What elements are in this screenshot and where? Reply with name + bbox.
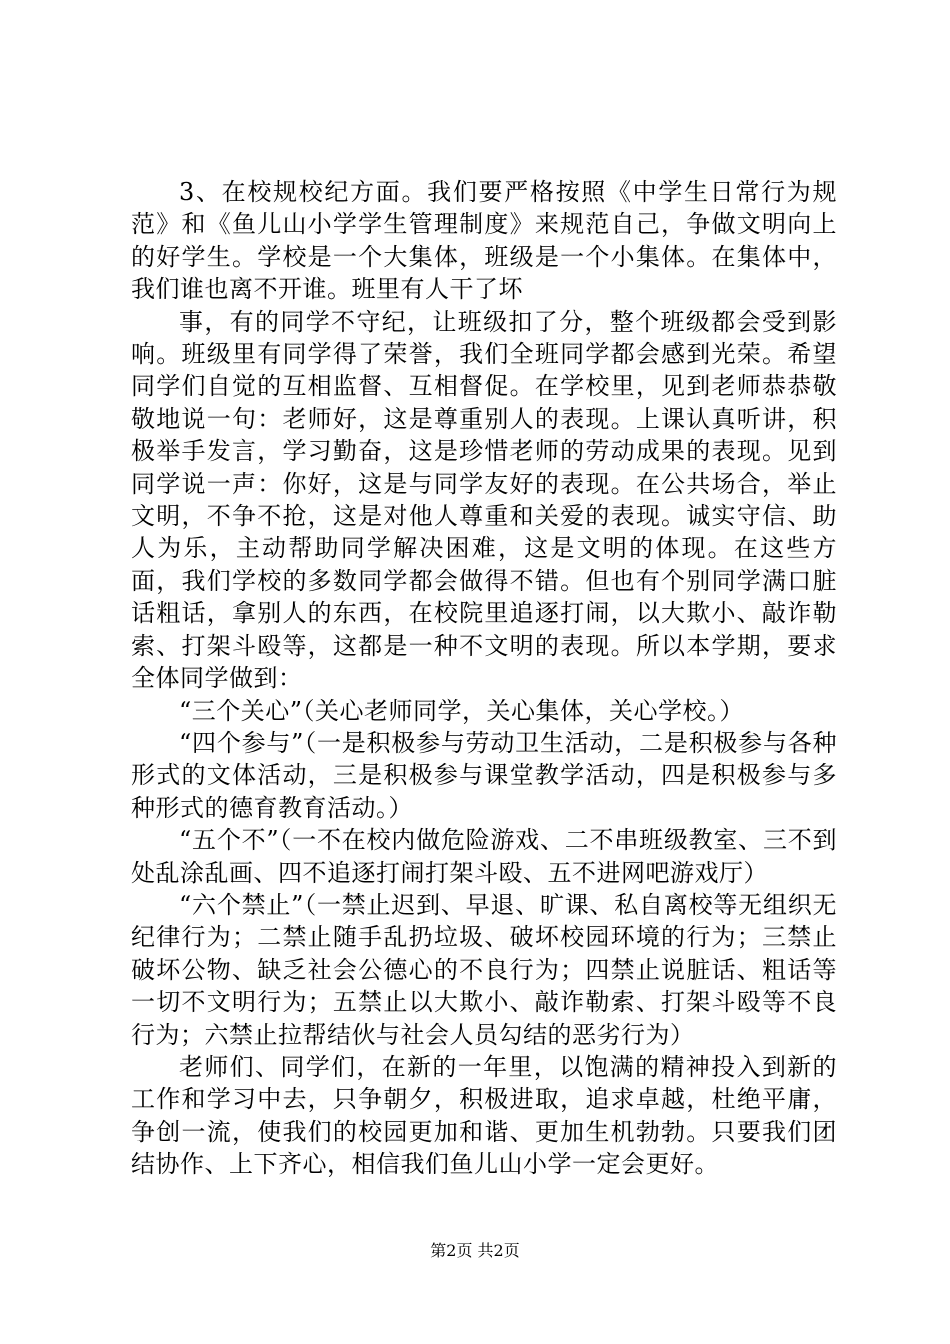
paragraph-class-behavior: 事，有的同学不守纪，让班级扣了分，整个班级都会受到影响。班级里有同学得了荣誉，我们全班同学都会感到光荣。希望同学们自觉的互相监督、互相督促。在学校里，见到老师恭恭敬敬地说一句：老师好，这是尊重别人的表现。上课认真听讲，积极举手发言，学习勤奋，这是珍惜老师的劳动成果的表现。见到同学说一声：你好，这是与同学友好的表现。在公共场合，举止文明，不争不抢，这是对他人尊重和关爱的表现。诚实守信、助人为乐，主动帮助同学解决困难，这是文明的体现。在这些方面，我们学校的多数同学都会做得不错。但也有个别同学满口脏话粗话，拿别人的东西，在校院里追逐打闹，以大欺小、敲诈勒索、打架斗殴等，这都是一种不文明的表现。所以本学期，要求全体同学做到： [131, 307, 837, 693]
paragraph-four-participations: “四个参与”（一是积极参与劳动卫生活动，二是积极参与各种形式的文体活动，三是积极参与课堂教学活动，四是积极参与多种形式的德育教育活动。） [131, 728, 837, 822]
page-footer: 第2页 共2页 [430, 1241, 520, 1260]
paragraph-three-concerns: “三个关心”（关心老师同学，关心集体，关心学校。） [179, 696, 745, 725]
paragraph-closing: 老师们、同学们，在新的一年里，以饱满的精神投入到新的工作和学习中去，只争朝夕，积极进取，追求卓越，杜绝平庸，争创一流，使我们的校园更加和谐、更加生机勃勃。只要我们团结协作、上下齐心，相信我们鱼儿山小学一定会更好。 [131, 1052, 837, 1179]
paragraph-five-nots: “五个不”（一不在校内做危险游戏、二不串班级教室、三不到处乱涂乱画、四不追逐打闹打架斗殴、五不进网吧游戏厅） [131, 826, 837, 887]
document-body [131, 176, 837, 1181]
paragraph-six-prohibitions: “六个禁止”（一禁止迟到、早退、旷课、私自离校等无组织无纪律行为；二禁止随手乱扔垃圾、破坏校园环境的行为；三禁止破坏公物、缺乏社会公德心的不良行为；四禁止说脏话、粗话等一切不文明行为；五禁止以大欺小、敲诈勒索、打架斗殴等不良行为；六禁止拉帮结伙与社会人员勾结的恶劣行为） [131, 890, 837, 1049]
paragraph-school-rules: 3、在校规校纪方面。我们要严格按照《中学生日常行为规范》和《鱼儿山小学学生管理制度》来规范自己，争做文明向上的好学生。学校是一个大集体，班级是一个小集体。在集体中，我们谁也离不开谁。班里有人干了坏 [131, 178, 837, 304]
